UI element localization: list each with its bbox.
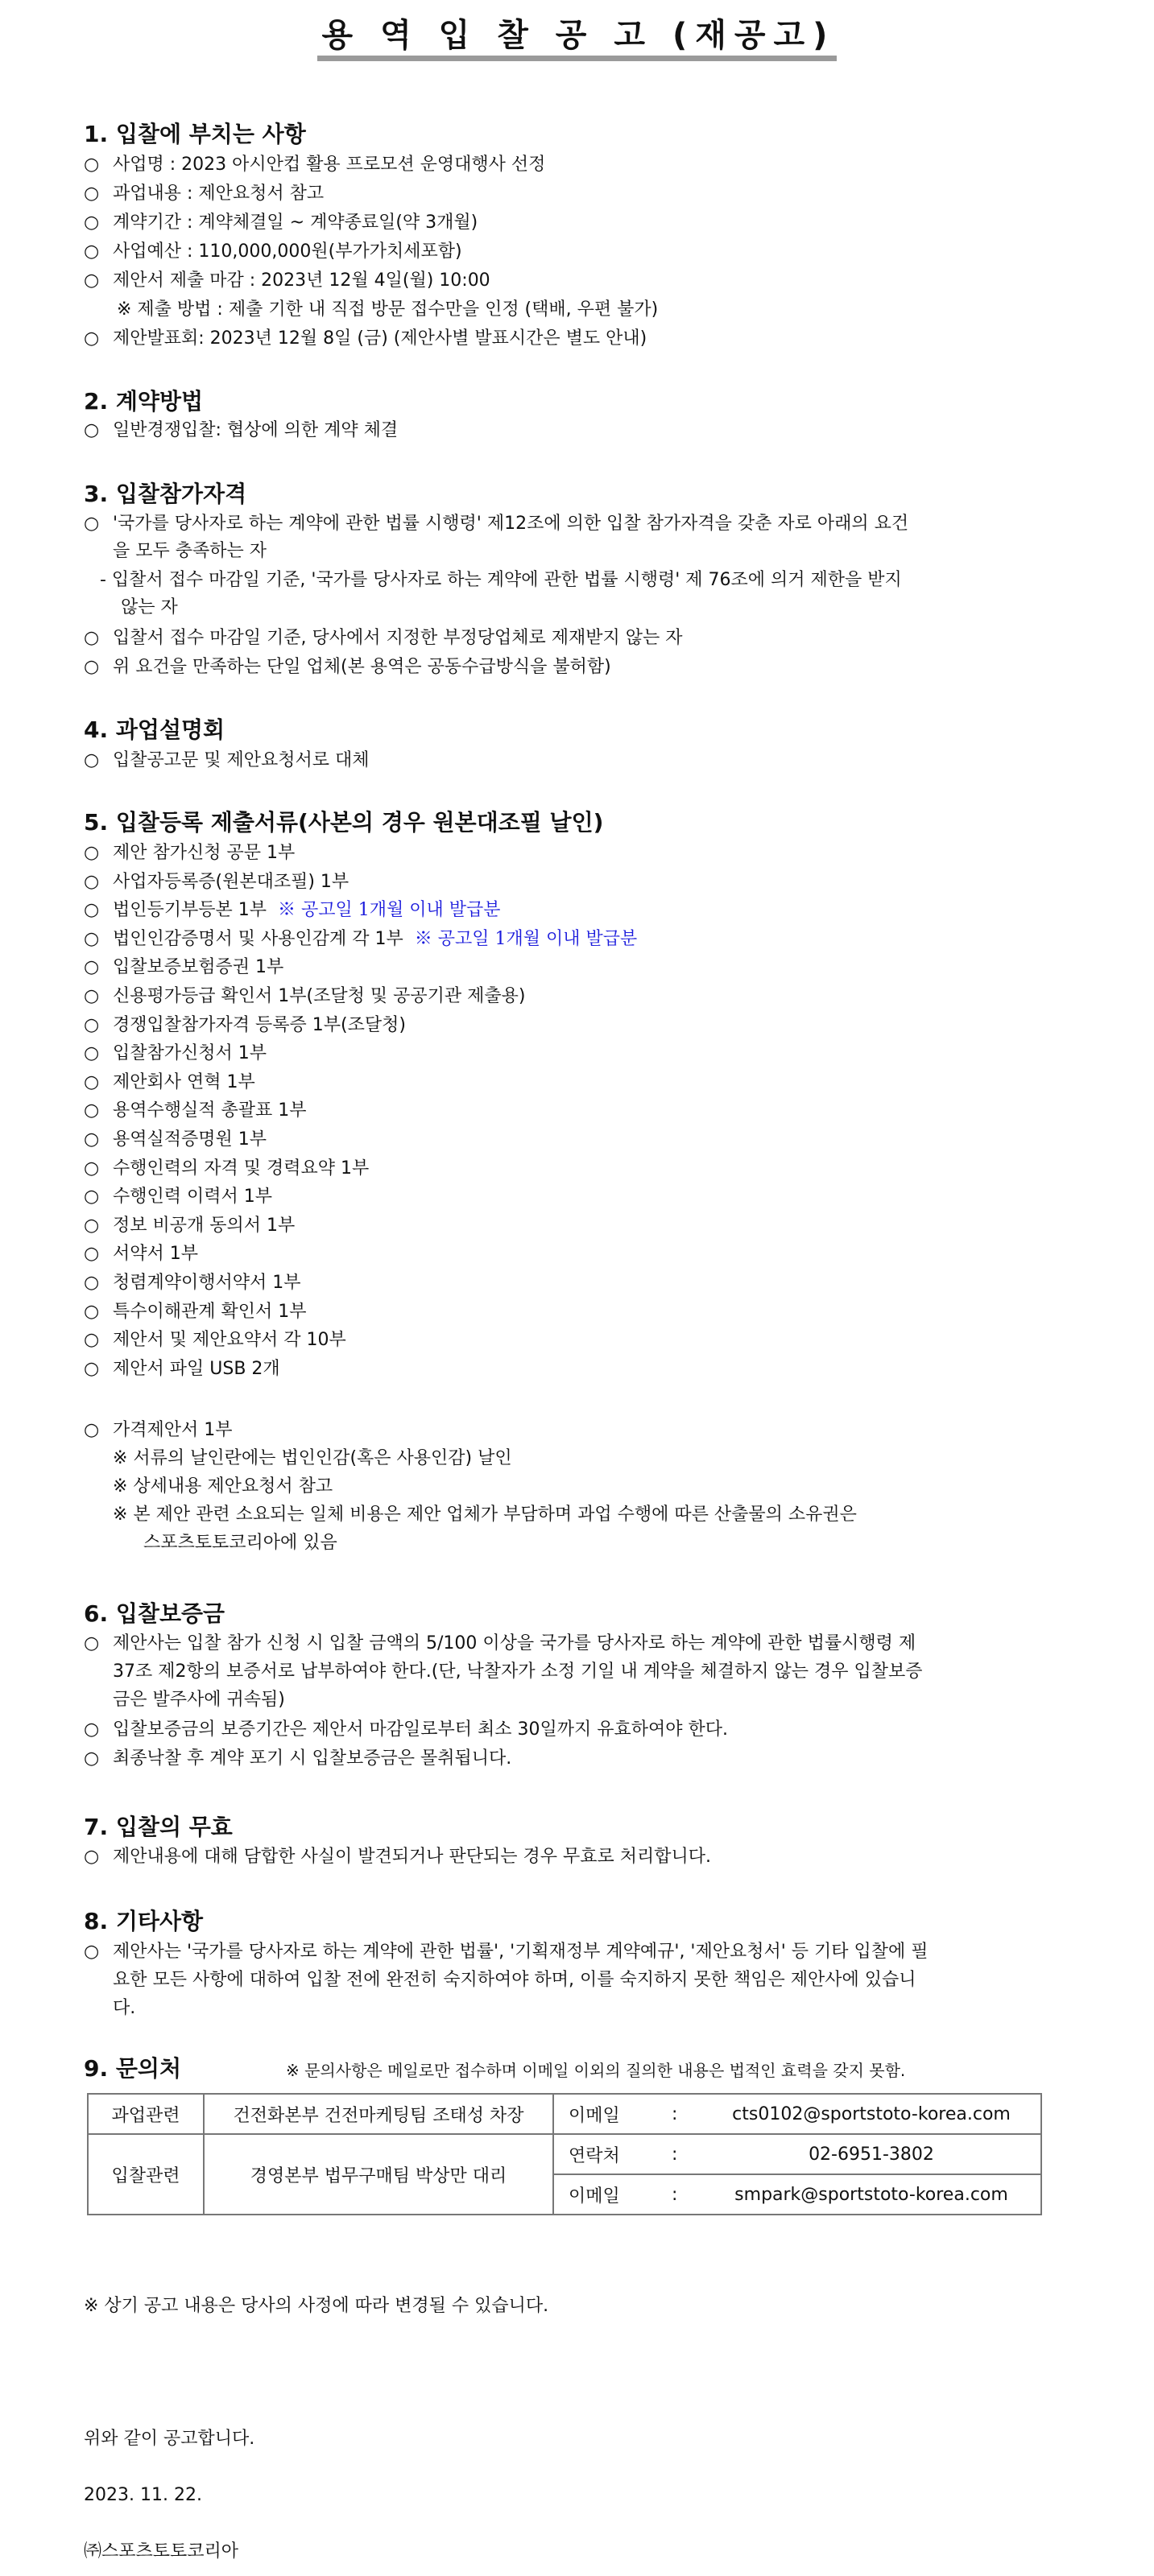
- list-item-text: 제안 참가신청 공문 1부: [113, 843, 296, 863]
- company-name: ㈜스포츠토토코리아: [84, 2541, 239, 2562]
- list-item: ○ 법인등기부등본 1부 ※ 공고일 1개월 이내 발급분: [84, 900, 501, 920]
- list-item: ○ 법인인감증명서 및 사용인감계 각 1부 ※ 공고일 1개월 이내 발급분: [84, 929, 638, 949]
- person-cell: 경영본부 법무구매팀 박상만 대리: [204, 2134, 553, 2215]
- list-item: ○ 제안서 제출 마감 : 2023년 12월 4일(월) 10:00: [84, 270, 490, 291]
- colon-cell: :: [665, 2134, 702, 2174]
- list-item-text: 신용평가등급 확인서 1부(조달청 및 공공기관 제출용): [113, 986, 526, 1006]
- person-cell: 건전화본부 건전마케팅팀 조태성 차장: [204, 2094, 553, 2134]
- list-item: ○ 사업예산 : 110,000,000원(부가가치세포함): [84, 242, 462, 262]
- section-heading-2: 2. 계약방법: [84, 388, 204, 415]
- list-item-text: 법인인감증명서 및 사용인감계 각 1부: [113, 929, 403, 949]
- list-item: ○ 과업내용 : 제안요청서 참고: [84, 184, 325, 204]
- list-item: ○ 사업명 : 2023 아시안컵 활용 프로모션 운영대행사 선정: [84, 155, 546, 175]
- email-link[interactable]: cts0102@sportstoto-korea.com: [732, 2103, 1011, 2124]
- list-item-text: 입찰보증보험증권 1부: [113, 957, 284, 977]
- list-item: ○ 사업자등록증(원본대조필) 1부: [84, 872, 350, 892]
- list-item-text: 청렴계약이행서약서 1부: [113, 1273, 301, 1293]
- email-cell: [702, 2094, 1041, 2134]
- section-heading-1: 1. 입찰에 부치는 사항: [84, 121, 306, 147]
- email-cell: [702, 2174, 1041, 2215]
- sub-item: - 입찰서 접수 마감일 기준, '국가를 당사자로 하는 계약에 관한 법률 시행령' 제 76조에 의거 제한을 받지: [100, 570, 902, 590]
- list-item: ○ 용역실적증명원 1부: [84, 1129, 267, 1150]
- section-heading-6: 6. 입찰보증금: [84, 1600, 225, 1627]
- list-item: ○ 입찰참가신청서 1부: [84, 1043, 267, 1063]
- colon-cell: :: [665, 2174, 702, 2215]
- list-item: ○ 제안회사 연혁 1부: [84, 1072, 255, 1092]
- colon-cell: :: [665, 2094, 702, 2134]
- list-item-text: 입찰참가신청서 1부: [113, 1043, 267, 1063]
- email-link[interactable]: smpark@sportstoto-korea.com: [734, 2184, 1008, 2205]
- sub-item-continuation: 않는 자: [121, 597, 178, 617]
- section-heading-9: 9. 문의처: [84, 2055, 182, 2082]
- label-cell: 연락처: [553, 2134, 665, 2174]
- list-item: ○ 제안 참가신청 공문 1부: [84, 843, 296, 863]
- closing-statement: 위와 같이 공고합니다.: [84, 2429, 255, 2449]
- list-item: ○ 제안내용에 대해 담합한 사실이 발견되거나 판단되는 경우 무효로 처리합니다.: [84, 1847, 712, 1867]
- list-item-text: 특수이해관계 확인서 1부: [113, 1302, 307, 1322]
- notice-date: 2023. 11. 22.: [84, 2485, 202, 2505]
- list-item: ○ 입찰서 접수 마감일 기준, 당사에서 지정한 부정당업체로 제재받지 않는 자: [84, 628, 683, 648]
- list-item: ○ 수행인력 이력서 1부: [84, 1187, 272, 1207]
- list-item: ○ 입찰보증보험증권 1부: [84, 957, 284, 977]
- issue-date-note: ※ 공고일 1개월 이내 발급분: [278, 900, 501, 920]
- list-item-continuation: 37조 제2항의 보증서로 납부하여야 한다.(단, 낙찰자가 소정 기일 내 계약을 체결하지 않는 경우 입찰보증: [113, 1662, 923, 1682]
- list-item: ○ 제안사는 '국가를 당사자로 하는 계약에 관한 법률', '기획재정부 계약예규', '제안요청서' 등 기타 입찰에 필: [84, 1942, 929, 1962]
- phone-cell: 02-6951-3802: [702, 2134, 1041, 2174]
- list-item: ○ 입찰공고문 및 제안요청서로 대체: [84, 750, 370, 770]
- list-item-continuation: 금은 발주사에 귀속됨): [113, 1690, 285, 1710]
- list-item-text: 수행인력 이력서 1부: [113, 1187, 272, 1207]
- note-item-continuation: 스포츠토토코리아에 있음: [143, 1533, 337, 1553]
- list-item: ○ 특수이해관계 확인서 1부: [84, 1302, 307, 1322]
- page-title: 용 역 입 찰 공 고 (재공고): [0, 10, 1154, 56]
- contact-note: ※ 문의사항은 메일로만 접수하며 이메일 이외의 질의한 내용은 법적인 효력을 갖지 못함.: [286, 2061, 906, 2080]
- note-item: ※ 본 제안 관련 소요되는 일체 비용은 제안 업체가 부담하며 과업 수행에 따른 산출물의 소유권은: [113, 1505, 857, 1525]
- list-item: ○ 신용평가등급 확인서 1부(조달청 및 공공기관 제출용): [84, 986, 526, 1006]
- note-item: ※ 상세내용 제안요청서 참고: [113, 1476, 333, 1496]
- list-item-text: 서약서 1부: [113, 1244, 198, 1264]
- section-heading-3: 3. 입찰참가자격: [84, 481, 247, 507]
- table-row: [88, 2134, 1041, 2174]
- contact-table: [87, 2093, 1042, 2215]
- list-item-text: 사업자등록증(원본대조필) 1부: [113, 872, 350, 892]
- change-notice: ※ 상기 공고 내용은 당사의 사정에 따라 변경될 수 있습니다.: [84, 2296, 549, 2316]
- section-heading-8: 8. 기타사항: [84, 1908, 204, 1934]
- section-heading-5: 5. 입찰등록 제출서류(사본의 경우 원본대조필 날인): [84, 809, 604, 836]
- list-item-text: 경쟁입찰참가자격 등록증 1부(조달청): [113, 1015, 406, 1035]
- list-item: ○ 최종낙찰 후 계약 포기 시 입찰보증금은 몰취됩니다.: [84, 1748, 512, 1769]
- list-item-text: 제안서 및 제안요약서 각 10부: [113, 1330, 346, 1350]
- list-item: ○ 청렴계약이행서약서 1부: [84, 1273, 301, 1293]
- list-item: ○ 수행인력의 자격 및 경력요약 1부: [84, 1158, 370, 1179]
- list-item-text: 용역실적증명원 1부: [113, 1129, 267, 1150]
- list-item: ○ 제안서 파일 USB 2개: [84, 1359, 280, 1379]
- list-item: ○ 계약기간 : 계약체결일 ~ 계약종료일(약 3개월): [84, 213, 478, 233]
- list-item: ○ 제안발표회: 2023년 12월 8일 (금) (제안사별 발표시간은 별도 안내): [84, 328, 647, 349]
- list-item-continuation: 다.: [113, 1998, 136, 2018]
- list-item: ○ 일반경쟁입찰: 협상에 의한 계약 체결: [84, 420, 399, 440]
- list-item-text: 제안서 파일 USB 2개: [113, 1359, 280, 1379]
- list-item: ○ 위 요건을 만족하는 단일 업체(본 용역은 공동수급방식을 불허함): [84, 657, 611, 677]
- list-item-text: 수행인력의 자격 및 경력요약 1부: [113, 1158, 370, 1179]
- list-item-text: 제안회사 연혁 1부: [113, 1072, 255, 1092]
- list-item: ○ 가격제안서 1부: [84, 1420, 233, 1440]
- list-item: ○ 정보 비공개 동의서 1부: [84, 1216, 296, 1236]
- list-item: ○ 용역수행실적 총괄표 1부: [84, 1100, 307, 1121]
- table-row: [88, 2094, 1041, 2134]
- note-item: ※ 서류의 날인란에는 법인인감(혹은 사용인감) 날인: [113, 1448, 512, 1468]
- category-cell: 과업관련: [88, 2094, 204, 2134]
- list-item: ○ 서약서 1부: [84, 1244, 198, 1264]
- list-item-text: 법인등기부등본 1부: [113, 900, 267, 920]
- category-cell: 입찰관련: [88, 2134, 204, 2215]
- list-item: ○ 입찰보증금의 보증기간은 제안서 마감일로부터 최소 30일까지 유효하여야 한다.: [84, 1719, 729, 1740]
- section-heading-7: 7. 입찰의 무효: [84, 1814, 233, 1840]
- list-item: ○ 제안서 및 제안요약서 각 10부: [84, 1330, 346, 1350]
- issue-date-note: ※ 공고일 1개월 이내 발급분: [414, 929, 638, 949]
- label-cell: 이메일: [553, 2094, 665, 2134]
- section-heading-4: 4. 과업설명회: [84, 716, 225, 743]
- list-item-continuation: 을 모두 충족하는 자: [113, 541, 267, 561]
- list-item: ○ 제안사는 입찰 참가 신청 시 입찰 금액의 5/100 이상을 국가를 당사자로 하는 계약에 관한 법률시행령 제: [84, 1633, 916, 1653]
- label-cell: 이메일: [553, 2174, 665, 2215]
- submission-note: ※ 제출 방법 : 제출 기한 내 직접 방문 접수만을 인정 (택배, 우편 불가): [117, 299, 659, 320]
- list-item: ○ '국가를 당사자로 하는 계약에 관한 법률 시행령' 제12조에 의한 입찰 참가자격을 갖춘 자로 아래의 요건: [84, 514, 909, 534]
- list-item-text: 정보 비공개 동의서 1부: [113, 1216, 296, 1236]
- list-item-text: 용역수행실적 총괄표 1부: [113, 1100, 307, 1121]
- list-item-continuation: 요한 모든 사항에 대하여 입찰 전에 완전히 숙지하여야 하며, 이를 숙지하지 못한 책임은 제안사에 있습니: [113, 1970, 916, 1990]
- list-item: ○ 경쟁입찰참가자격 등록증 1부(조달청): [84, 1015, 406, 1035]
